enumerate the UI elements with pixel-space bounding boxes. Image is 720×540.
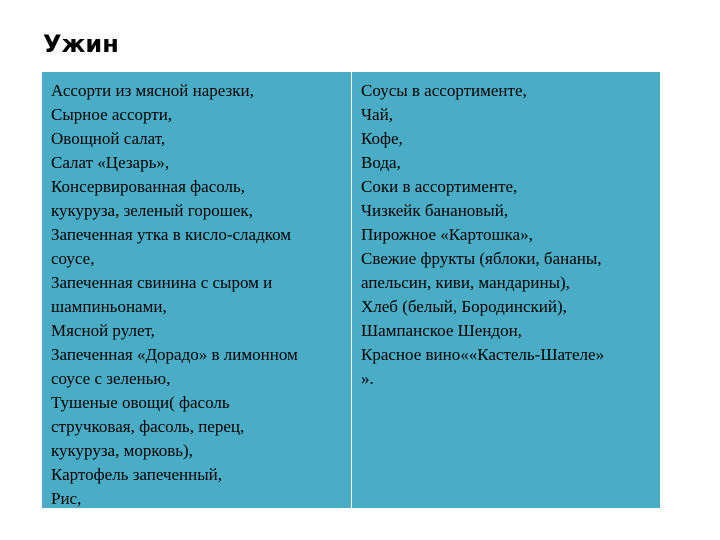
menu-item: Свежие фрукты (яблоки, бананы, — [361, 249, 602, 268]
menu-item: соусе, — [51, 249, 95, 268]
menu-item: Запеченная свинина с сыром и — [51, 273, 273, 292]
menu-item: апельсин, киви, мандарины), — [361, 273, 570, 292]
menu-item: Рис, — [51, 489, 82, 508]
menu-column-drinks-desserts — [352, 72, 660, 508]
menu-item: Вода, — [361, 153, 401, 172]
menu-item: Мясной рулет, — [51, 321, 155, 340]
menu-item: Шампанское Шендон, — [361, 321, 522, 340]
menu-item: Салат «Цезарь», — [51, 153, 170, 172]
menu-item: Чай, — [361, 105, 393, 124]
menu-item: ». — [361, 369, 374, 388]
menu-item: Овощной салат, — [51, 129, 166, 148]
menu-item: Пирожное «Картошка», — [361, 225, 533, 244]
menu-item: Красное вино««Кастель-Шателе» — [361, 345, 605, 364]
menu-item: Запеченная «Дорадо» в лимонном — [51, 345, 298, 364]
menu-item: Соусы в ассортименте, — [361, 81, 527, 100]
menu-table — [41, 71, 661, 509]
menu-item: кукуруза, морковь), — [51, 441, 193, 460]
menu-item: Сырное ассорти, — [51, 105, 173, 124]
menu-item: кукуруза, зеленый горошек, — [51, 201, 253, 220]
page-title: Ужин — [43, 30, 119, 58]
menu-item: Картофель запеченный, — [51, 465, 223, 484]
menu-item: Запеченная утка в кисло-сладком — [51, 225, 292, 244]
menu-item: Консервированная фасоль, — [51, 177, 246, 196]
menu-item: Тушеные овощи( фасоль — [51, 393, 230, 412]
menu-column-food — [42, 72, 352, 508]
menu-item: шампиньонами, — [51, 297, 167, 316]
menu-item: соусе с зеленью, — [51, 369, 171, 388]
menu-item: стручковая, фасоль, перец, — [51, 417, 245, 436]
menu-item: Чизкейк банановый, — [361, 201, 509, 220]
menu-item: Ассорти из мясной нарезки, — [51, 81, 254, 100]
menu-item: Хлеб (белый, Бородинский), — [361, 297, 567, 316]
menu-item: Соки в ассортименте, — [361, 177, 518, 196]
menu-item: Кофе, — [361, 129, 403, 148]
